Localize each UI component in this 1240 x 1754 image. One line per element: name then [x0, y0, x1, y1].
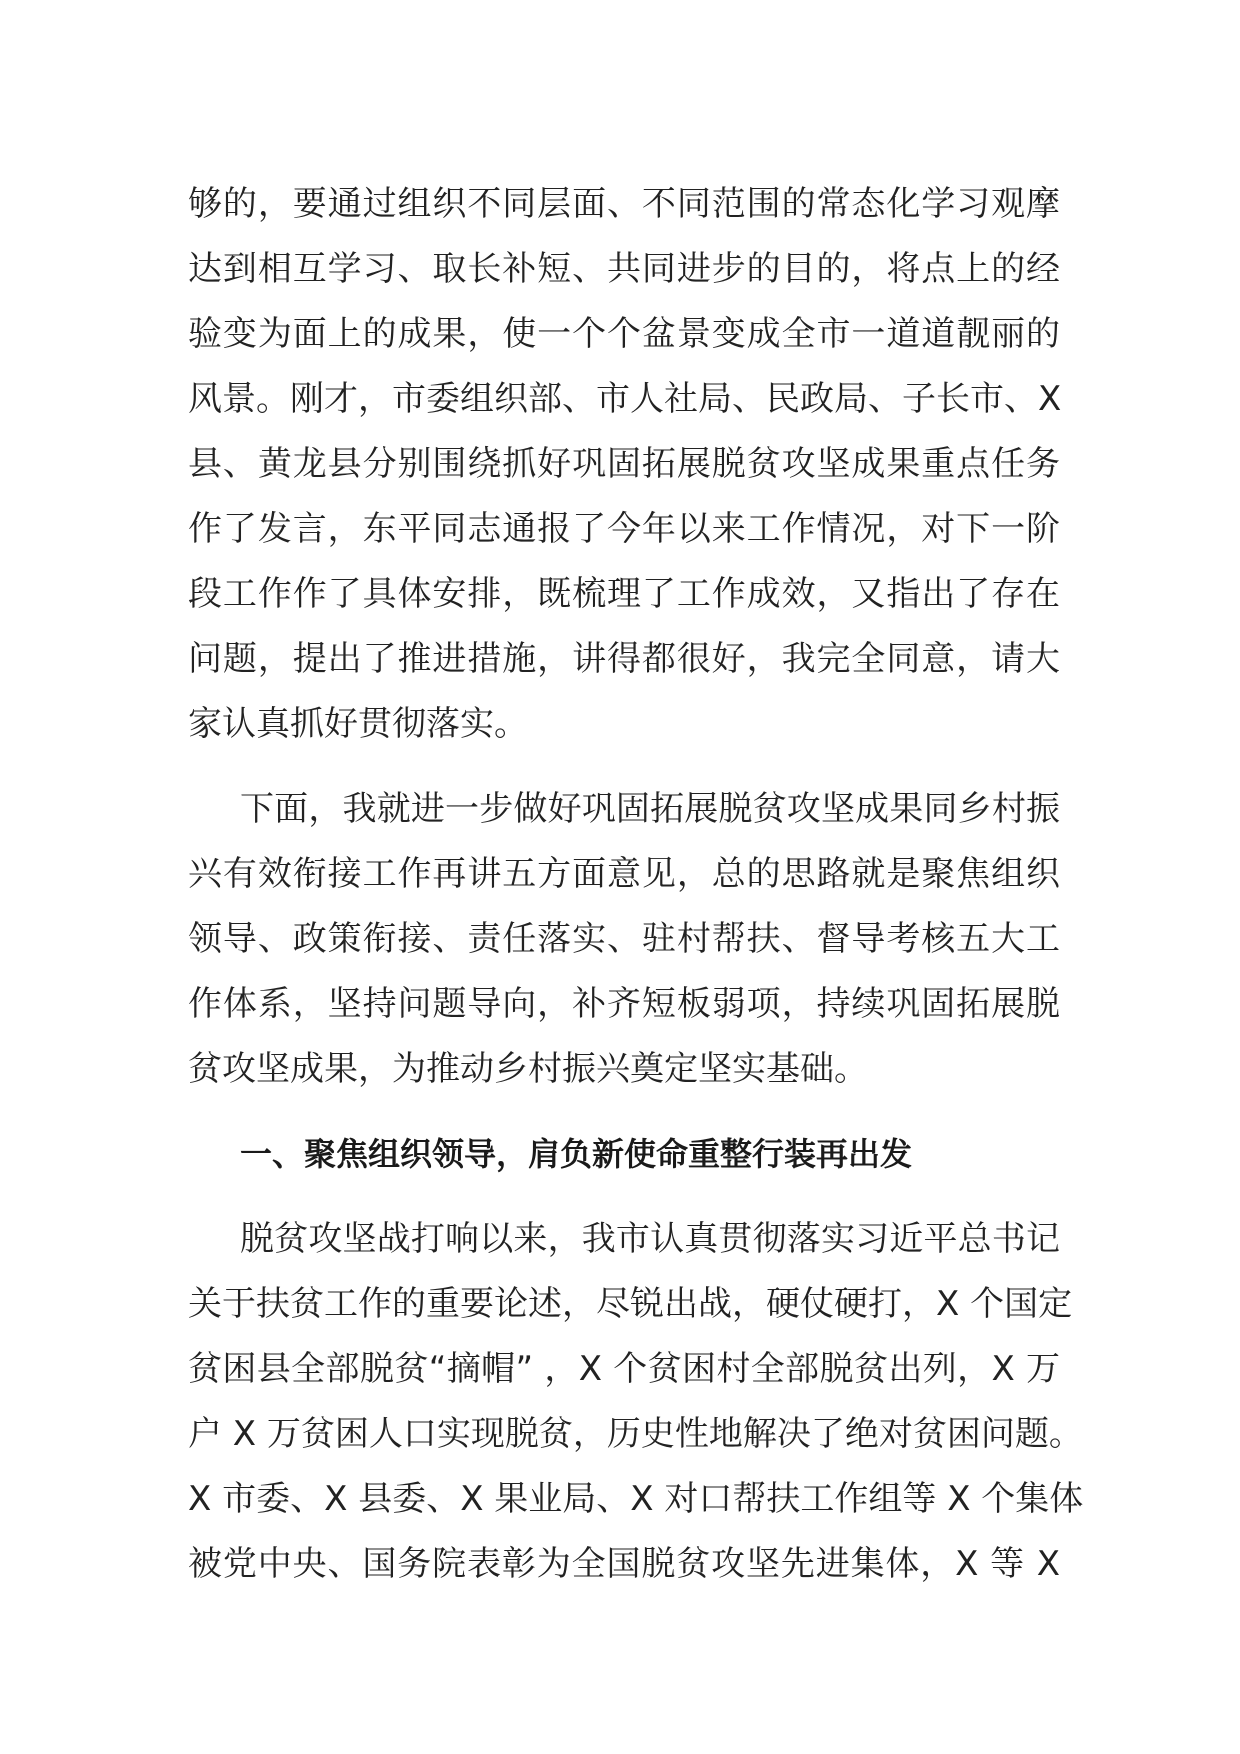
text-line: 问题，提出了推进措施，讲得都很好，我完全同意，请大	[188, 639, 1060, 679]
text-line: 领导、政策衔接、责任落实、驻村帮扶、督导考核五大工	[188, 919, 1060, 959]
text-line: 贫攻坚成果，为推动乡村振兴奠定坚实基础。	[188, 1049, 868, 1089]
text-line: 验变为面上的成果，使一个个盆景变成全市一道道靓丽的	[188, 314, 1060, 354]
text-line: 段工作作了具体安排，既梳理了工作成效，又指出了存在	[188, 574, 1060, 614]
text-line: 作体系，坚持问题导向，补齐短板弱项，持续巩固拓展脱	[188, 984, 1060, 1024]
text-line: 户 X 万贫困人口实现脱贫，历史性地解决了绝对贫困问题。	[188, 1414, 1083, 1454]
paragraph-1	[188, 172, 1060, 757]
text-line: X 市委、X 县委、X 果业局、X 对口帮扶工作组等 X 个集体	[188, 1479, 1084, 1519]
text-line: 风景。刚才，市委组织部、市人社局、民政局、子长市、X	[188, 379, 1062, 419]
text-line: 脱贫攻坚战打响以来，我市认真贯彻落实习近平总书记	[240, 1219, 1060, 1259]
text-line: 关于扶贫工作的重要论述，尽锐出战，硬仗硬打，X 个国定	[188, 1284, 1073, 1324]
paragraph-3	[188, 1207, 1084, 1597]
text-line: 县、黄龙县分别围绕抓好巩固拓展脱贫攻坚成果重点任务	[188, 444, 1060, 484]
text-line: 家认真抓好贯彻落实。	[188, 704, 528, 744]
document-page	[188, 172, 1084, 1597]
text-line: 达到相互学习、取长补短、共同进步的目的，将点上的经	[188, 249, 1060, 289]
section-heading: 一、聚焦组织领导，肩负新使命重整行装再出发	[240, 1135, 913, 1173]
text-line: 作了发言，东平同志通报了今年以来工作情况，对下一阶	[188, 509, 1060, 549]
paragraph-spacer	[188, 1187, 1060, 1207]
paragraph-2	[188, 777, 1060, 1102]
paragraph-spacer	[188, 1102, 1060, 1122]
text-line: 被党中央、国务院表彰为全国脱贫攻坚先进集体，X 等 X	[188, 1544, 1060, 1584]
text-line: 兴有效衔接工作再讲五方面意见，总的思路就是聚焦组织	[188, 854, 1060, 894]
text-line: 下面，我就进一步做好巩固拓展脱贫攻坚成果同乡村振	[240, 789, 1060, 829]
text-line: 够的，要通过组织不同层面、不同范围的常态化学习观摩	[188, 184, 1060, 224]
paragraph-spacer	[188, 757, 1060, 777]
text-line: 贫困县全部脱贫“摘帽” ，X 个贫困村全部脱贫出列，X 万	[188, 1349, 1060, 1389]
